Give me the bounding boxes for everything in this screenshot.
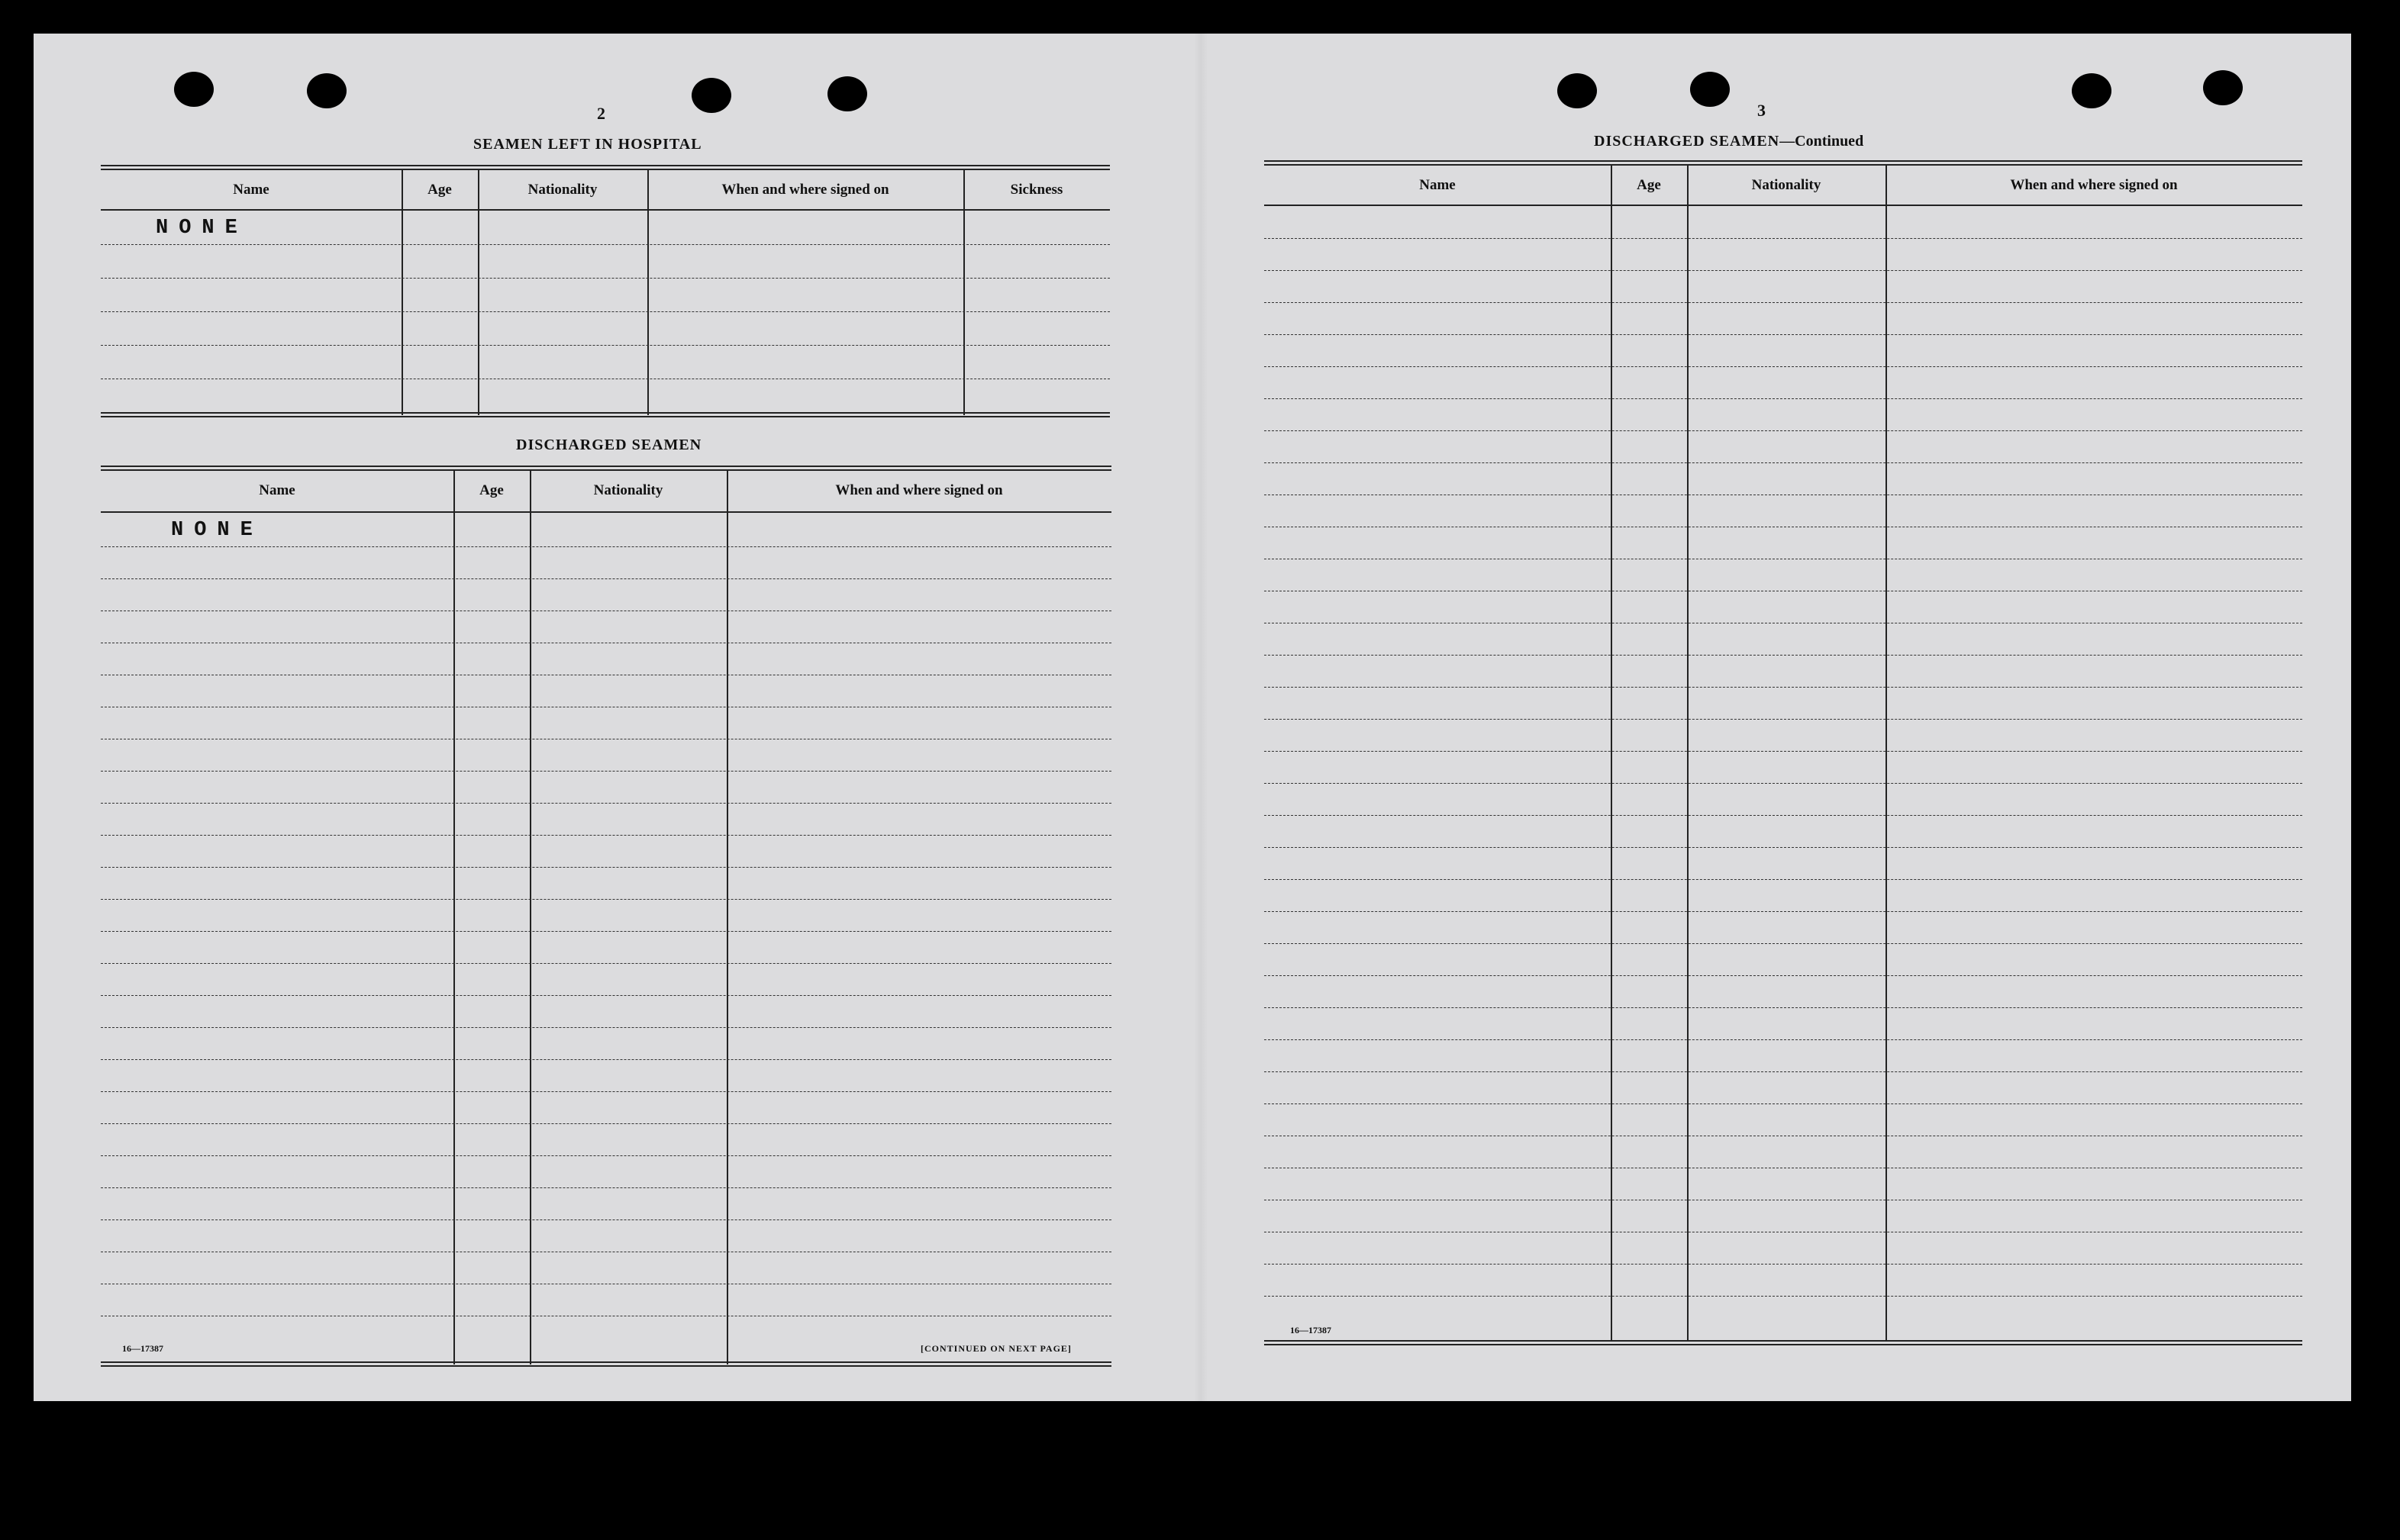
- table-row-line: [1264, 975, 2302, 976]
- header-rule: [101, 209, 1110, 211]
- table-row-line: [1264, 943, 2302, 944]
- table-row-line: [1264, 430, 2302, 431]
- punch-hole: [692, 78, 731, 113]
- punch-hole: [1690, 72, 1730, 107]
- column-divider: [1611, 165, 1612, 1342]
- table-row-line: [101, 1219, 1111, 1220]
- column-header-name: Name: [1419, 177, 1456, 193]
- column-divider: [453, 470, 455, 1364]
- table-row-line: [101, 867, 1111, 868]
- table-row-line: [1264, 847, 2302, 848]
- column-divider: [727, 470, 728, 1364]
- hospital-entry-none: NONE: [156, 217, 248, 240]
- table-row-line: [101, 1123, 1111, 1124]
- table-row-line: [1264, 270, 2302, 271]
- table-row-line: [1264, 398, 2302, 399]
- table-row-line: [101, 1091, 1111, 1092]
- punch-hole: [2203, 70, 2243, 105]
- table-row-line: [1264, 655, 2302, 656]
- discharged-title: DISCHARGED SEAMEN: [516, 437, 702, 453]
- table-row-line: [101, 1187, 1111, 1188]
- table-row-line: [101, 803, 1111, 804]
- table-row-line: [1264, 1039, 2302, 1040]
- table-row-line: [101, 931, 1111, 932]
- table-row-line: [1264, 366, 2302, 367]
- column-header-sickness: Sickness: [1010, 182, 1063, 198]
- table-top-rule: [101, 466, 1111, 471]
- table-row-line: [1264, 911, 2302, 912]
- table-row-line: [101, 963, 1111, 964]
- discharged-entry-none: NONE: [171, 519, 263, 542]
- discharged-continued-title: [1594, 133, 1863, 150]
- table-row-line: [1264, 687, 2302, 688]
- table-row-line: [1264, 719, 2302, 720]
- column-header-signed-on: When and where signed on: [2010, 177, 2178, 193]
- table-row-line: [101, 278, 1110, 279]
- column-header-signed-on: When and where signed on: [835, 482, 1003, 498]
- page-number-left: 2: [597, 104, 605, 123]
- punch-hole: [2072, 73, 2111, 108]
- continued-note: [CONTINUED ON NEXT PAGE]: [921, 1343, 1072, 1354]
- table-row-line: [101, 578, 1111, 579]
- table-top-rule: [1264, 160, 2302, 166]
- column-header-nationality: Nationality: [1751, 177, 1821, 193]
- column-divider: [530, 470, 531, 1364]
- column-divider: [1687, 165, 1689, 1342]
- table-row-line: [101, 1059, 1111, 1060]
- table-row-line: [1264, 879, 2302, 880]
- table-row-line: [1264, 302, 2302, 303]
- table-row-line: [1264, 751, 2302, 752]
- table-row-line: [101, 1027, 1111, 1028]
- table-bottom-rule: [101, 412, 1110, 417]
- table-row-line: [1264, 1103, 2302, 1104]
- punch-hole: [174, 72, 214, 107]
- column-header-age: Age: [427, 182, 452, 198]
- table-row-line: [101, 546, 1111, 547]
- punch-hole: [307, 73, 347, 108]
- punch-hole: [1557, 73, 1597, 108]
- title-continued: —Continued: [1779, 133, 1864, 150]
- column-header-nationality: Nationality: [593, 482, 663, 498]
- table-row-line: [101, 835, 1111, 836]
- form-number-left: 16—17387: [122, 1343, 163, 1354]
- form-number-right: 16—17387: [1290, 1325, 1331, 1335]
- table-row-line: [101, 995, 1111, 996]
- table-row-line: [1264, 1007, 2302, 1008]
- hospital-title: SEAMEN LEFT IN HOSPITAL: [473, 136, 702, 153]
- table-row-line: [101, 311, 1110, 312]
- title-main: DISCHARGED SEAMEN: [1594, 133, 1780, 150]
- table-row-line: [1264, 238, 2302, 239]
- discharged-table: [101, 466, 1111, 1369]
- table-row-line: [1264, 334, 2302, 335]
- table-top-rule: [101, 165, 1110, 170]
- column-header-signed-on: When and where signed on: [721, 182, 889, 198]
- table-row-line: [1264, 815, 2302, 816]
- page-number-right: 3: [1757, 101, 1766, 120]
- table-row-line: [1264, 783, 2302, 784]
- table-row-line: [101, 771, 1111, 772]
- header-rule: [101, 511, 1111, 513]
- document-sheet: [34, 34, 2351, 1401]
- table-row-line: [1264, 1296, 2302, 1297]
- column-header-nationality: Nationality: [527, 182, 598, 198]
- discharged-continued-table: [1264, 160, 2302, 1348]
- column-header-age: Age: [1637, 177, 1661, 193]
- table-bottom-rule: [101, 1361, 1111, 1367]
- table-row-line: [1264, 462, 2302, 463]
- punch-hole: [827, 76, 867, 111]
- table-row-line: [101, 899, 1111, 900]
- column-header-age: Age: [479, 482, 504, 498]
- column-divider: [1885, 165, 1887, 1342]
- hospital-table: [101, 165, 1110, 418]
- table-bottom-rule: [1264, 1340, 2302, 1345]
- table-row-line: [1264, 1071, 2302, 1072]
- table-row-line: [101, 345, 1110, 346]
- header-rule: [1264, 205, 2302, 206]
- page-fold: [1194, 34, 1208, 1401]
- table-row-line: [1264, 1264, 2302, 1265]
- table-row-line: [101, 244, 1110, 245]
- column-header-name: Name: [259, 482, 295, 498]
- table-row-line: [101, 1155, 1111, 1156]
- column-header-name: Name: [233, 182, 269, 198]
